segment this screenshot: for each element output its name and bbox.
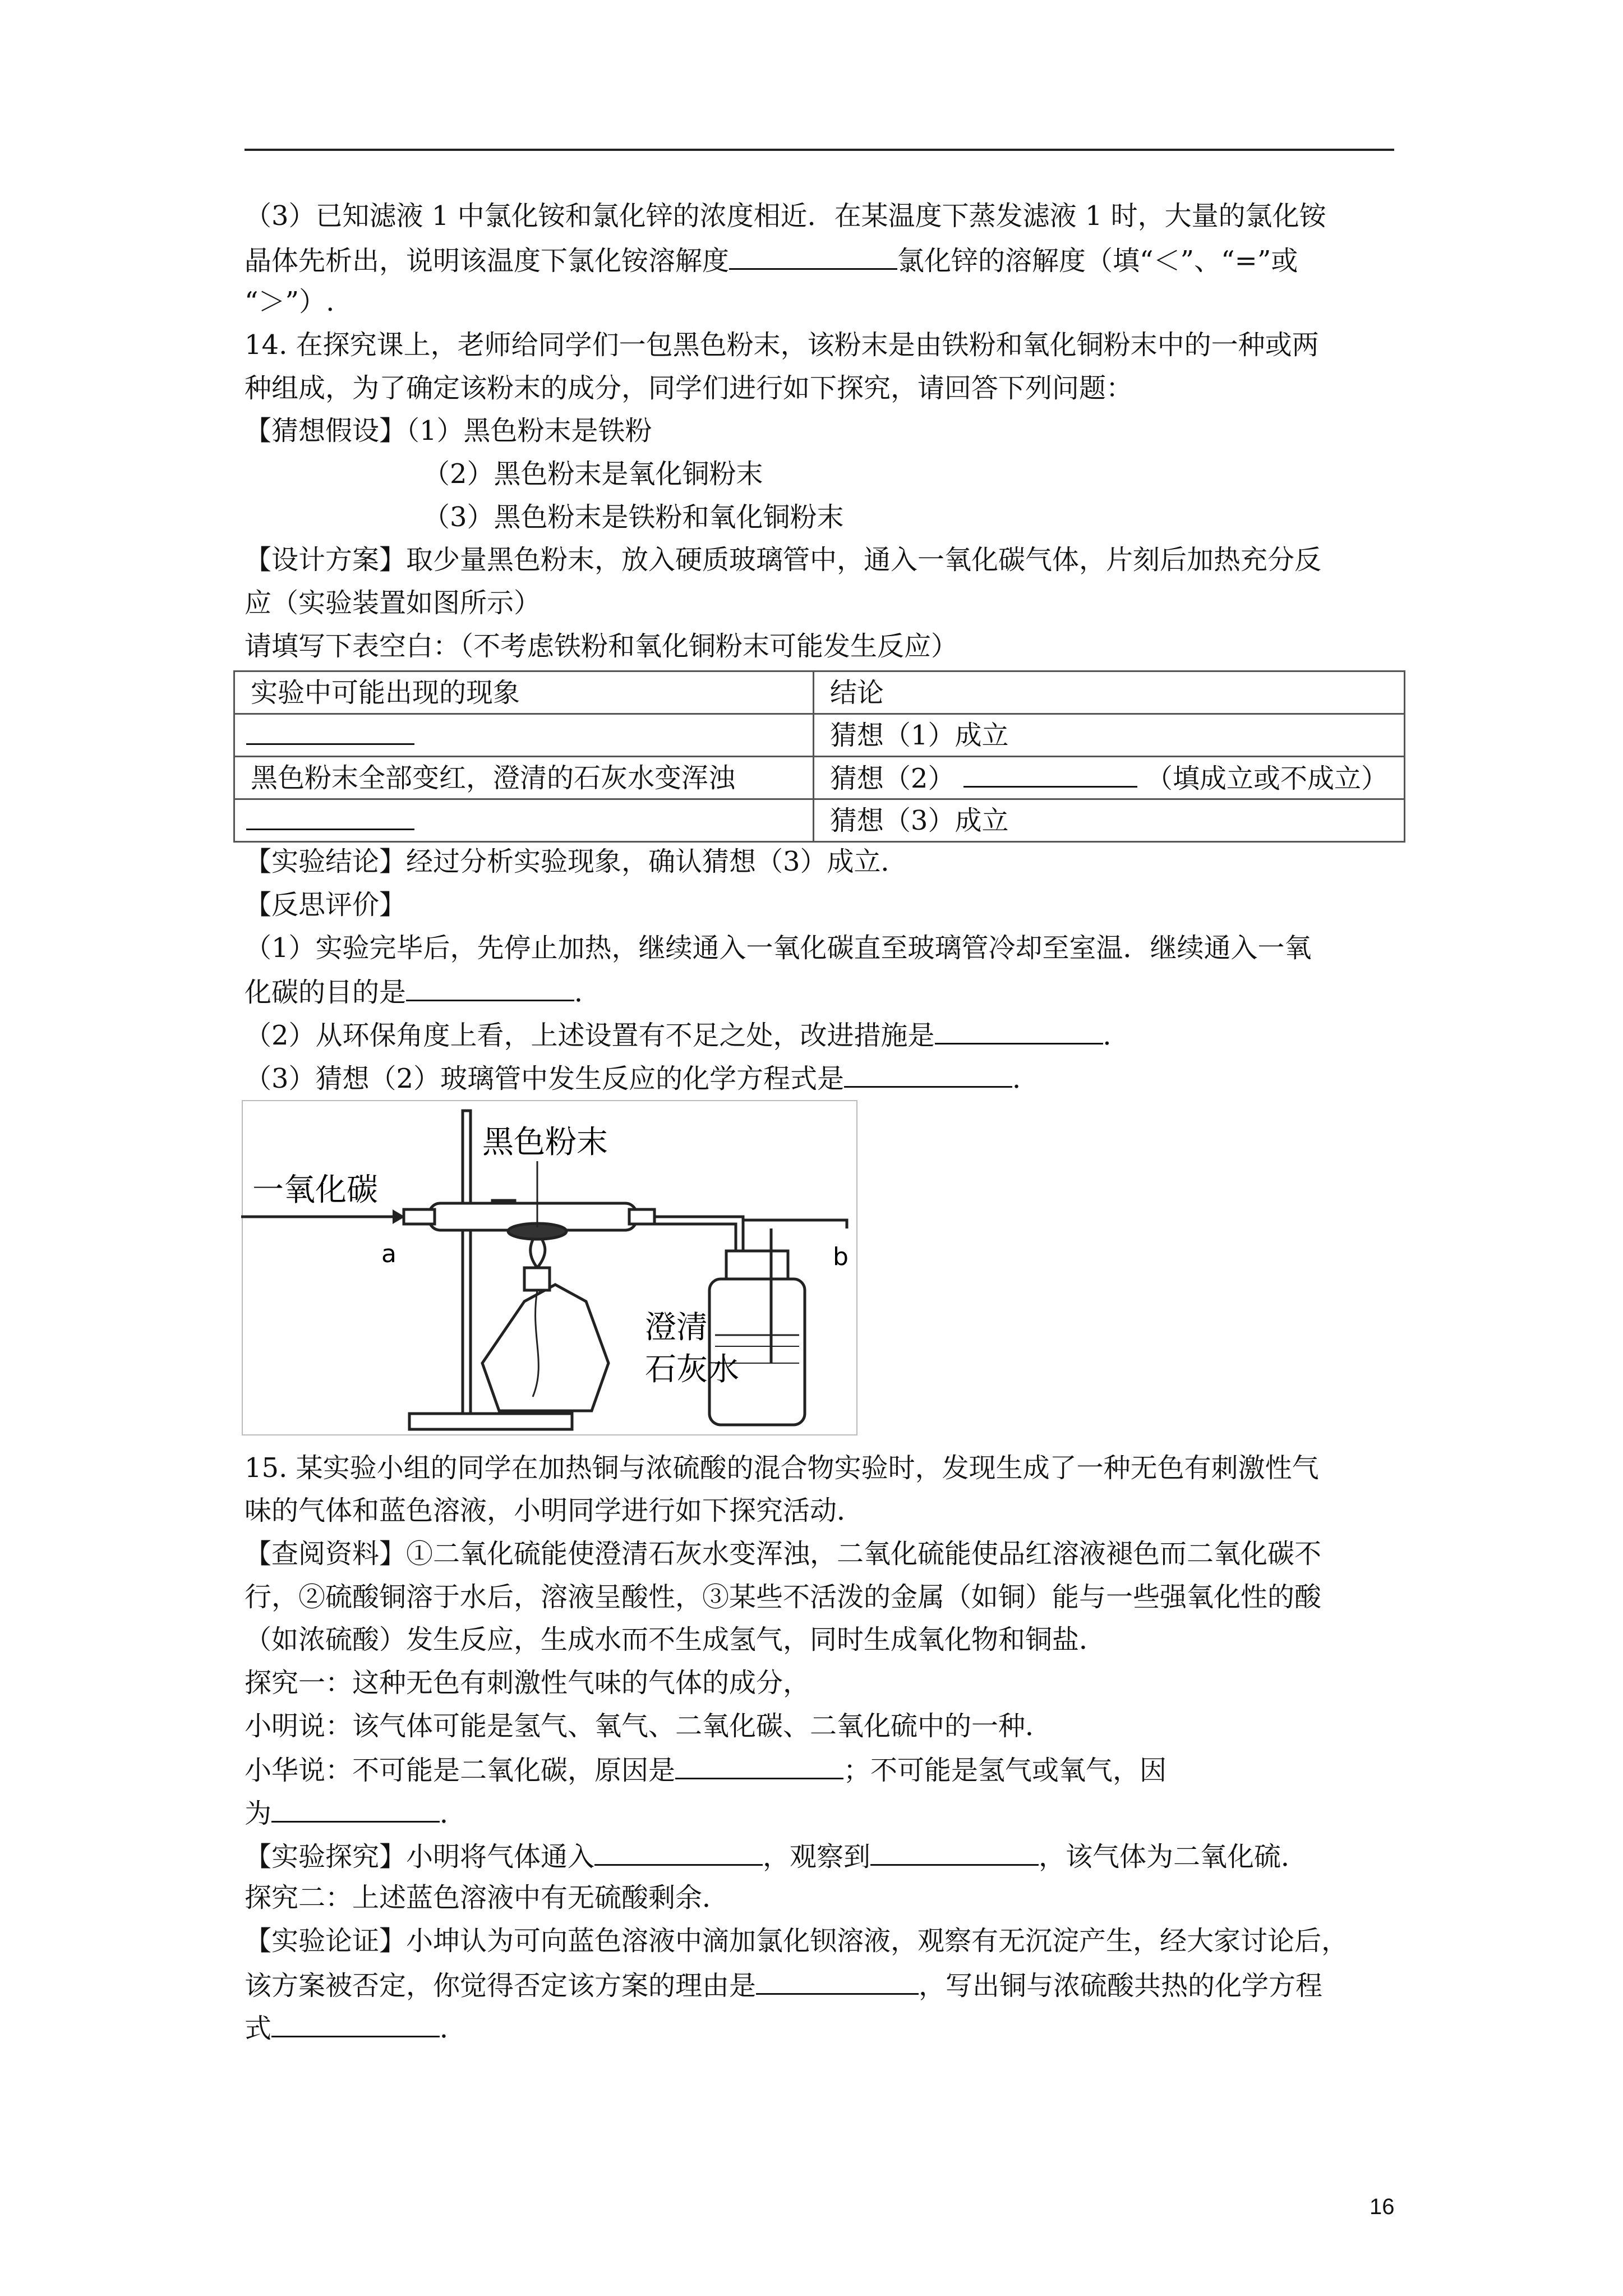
table-row (234, 671, 1405, 714)
apparatus-figure (241, 1099, 858, 1436)
q15-ming: 小明说：该气体可能是氢气、氧气、二氧化碳、二氧化硫中的一种． (245, 1710, 1053, 1742)
page-number: 16 (1370, 2194, 1395, 2219)
answer-blank[interactable] (756, 1967, 919, 1995)
answer-blank[interactable] (246, 717, 414, 745)
table-row (234, 757, 1405, 799)
table-header-phenomenon: 实验中可能出现的现象 (234, 671, 814, 714)
table-row (234, 714, 1405, 757)
answer-blank[interactable] (675, 1752, 843, 1779)
q14-reflect-3: （3）猜想（2）玻璃管中发生反应的化学方程式是 ． (245, 1060, 1039, 1096)
q14-fill-intro: 请填写下表空白：（不考虑铁粉和氧化铜粉末可能发生反应） (245, 631, 958, 662)
q15-explore-2: 探究二：上述蓝色溶液中有无硫酸剩余． (245, 1882, 730, 1913)
answer-blank[interactable] (844, 1060, 1012, 1088)
q14-intro-1: 14. 在探究课上，老师给同学们一包黑色粉末，该粉末是由铁粉和氧化铜粉末中的一种或两 (245, 329, 1319, 361)
q14-intro-2: 种组成，为了确定该粉末的成分，同学们进行如下探究，请回答下列问题： (245, 372, 1133, 404)
answer-blank[interactable] (406, 974, 574, 1001)
q15-argument-1: 【实验论证】小坤认为可向蓝色溶液中滴加氯化钡溶液，观察有无沉淀产生，经大家讨论后， (245, 1925, 1349, 1957)
answer-blank[interactable] (935, 1017, 1103, 1045)
header-rule (245, 149, 1394, 151)
answer-blank[interactable] (594, 1838, 763, 1866)
q13-line-3: “＞”）. (245, 286, 335, 318)
q14-reflect-1b: 化碳的目的是 ． (245, 974, 601, 1009)
label-black-powder: 黑色粉末 (482, 1124, 608, 1161)
q14-hypothesis-1: 【猜想假设】（1）黑色粉末是铁粉 (245, 415, 652, 447)
answer-blank[interactable] (271, 2010, 440, 2037)
q14-hypothesis-2: （2）黑色粉末是氧化铜粉末 (423, 458, 763, 490)
answer-blank[interactable] (246, 803, 414, 830)
table-row (234, 799, 1405, 842)
q14-reflect-tag: 【反思评价】 (245, 889, 407, 921)
q13-line-2: 晶体先析出，说明该温度下氯化铵溶解度 氯化锌的溶解度（填“＜”、“=”或 (245, 242, 1298, 278)
label-b: b (833, 1243, 849, 1271)
q15-info-2: 行，②硫酸铜溶于水后，溶液呈酸性，③某些不活泼的金属（如铜）能与一些强氧化性的酸 (245, 1581, 1322, 1613)
q14-design-1: 【设计方案】取少量黑色粉末，放入硬质玻璃管中，通入一氧化碳气体，片刻后加热充分反 (245, 544, 1322, 576)
phenomenon-conclusion-table (233, 670, 1405, 843)
q15-info-3: （如浓硫酸）发生反应，生成水而不生成氢气，同时生成氧化物和铜盐． (245, 1624, 1106, 1655)
table-cell: 猜想（1）成立 (813, 714, 1404, 757)
q14-hypothesis-3: （3）黑色粉末是铁粉和氧化铜粉末 (423, 501, 844, 533)
q15-info-1: 【查阅资料】①二氧化硫能使澄清石灰水变浑浊，二氧化硫能使品红溶液褪色而二氧化碳不 (245, 1538, 1322, 1570)
label-carbon-monoxide: 一氧化碳 (252, 1172, 378, 1208)
answer-blank[interactable] (963, 760, 1137, 788)
q15-intro-1: 15. 某实验小组的同学在加热铜与浓硫酸的混合物实验时，发现生成了一种无色有刺激性气 (245, 1452, 1319, 1484)
label-clear: 澄清 (645, 1309, 708, 1346)
table-cell: 黑色粉末全部变红，澄清的石灰水变浑浊 (234, 757, 814, 799)
q14-result: 【实验结论】经过分析实验现象，确认猜想（3）成立． (245, 846, 908, 877)
answer-blank[interactable] (271, 1795, 440, 1823)
q15-hua: 小华说：不可能是二氧化碳，原因是 ；不可能是氢气或氧气，因 (245, 1752, 1166, 1787)
q15-experiment: 【实验探究】小明将气体通入 ，观察到 ，该气体为二氧化硫． (245, 1838, 1308, 1874)
table-cell: 猜想（2） （填成立或不成立） (813, 757, 1404, 799)
label-a: a (381, 1240, 396, 1268)
q15-explore-1: 探究一：这种无色有刺激性气味的气体的成分， (245, 1667, 810, 1699)
q15-argument-3: 式 ． (245, 2010, 467, 2045)
q14-reflect-2: （2）从环保角度上看，上述设置有不足之处，改进措施是 ． (245, 1017, 1130, 1052)
q15-intro-2: 味的气体和蓝色溶液，小明同学进行如下探究活动． (245, 1495, 864, 1526)
q15-hua-cont: 为 ． (245, 1795, 467, 1830)
answer-blank[interactable] (870, 1838, 1039, 1866)
table-header-conclusion: 结论 (813, 671, 1404, 714)
table-cell: 猜想（3）成立 (813, 799, 1404, 842)
label-limewater: 石灰水 (645, 1351, 739, 1388)
q15-argument-2: 该方案被否定，你觉得否定该方案的理由是 ，写出铜与浓硫酸共热的化学方程 (245, 1967, 1322, 2003)
q13-line-1: （3）已知滤液 1 中氯化铵和氯化锌的浓度相近．在某温度下蒸发滤液 1 时，大量的氯化铵 (245, 200, 1326, 232)
q14-reflect-1a: （1）实验完毕后，先停止加热，继续通入一氧化碳直至玻璃管冷却至室温．继续通入一氧 (245, 932, 1312, 964)
answer-blank[interactable] (729, 242, 897, 270)
q14-design-2: 应（实验装置如图所示） (245, 587, 541, 619)
